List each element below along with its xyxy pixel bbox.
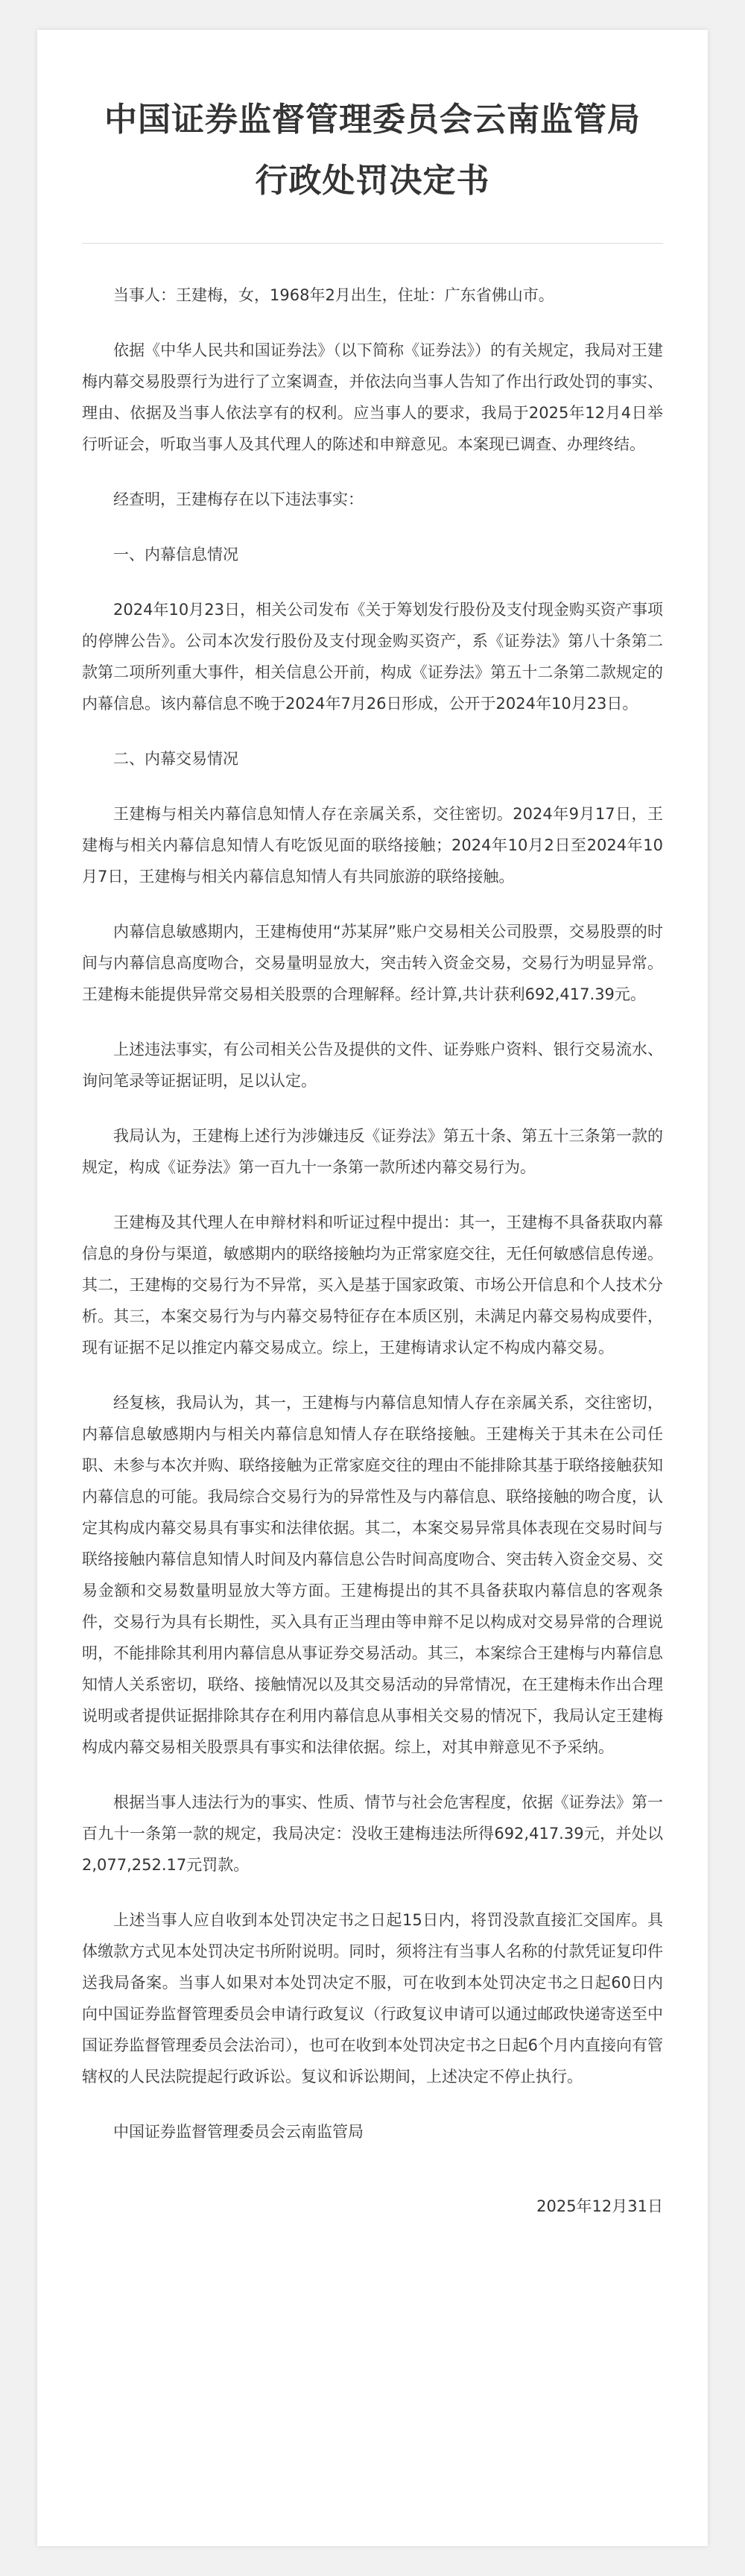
- body-paragraph: 上述违法事实，有公司相关公告及提供的文件、证券账户资料、银行交易流水、询问笔录等证据证明，足以认定。: [82, 1041, 663, 1090]
- section-heading: 二、内幕交易情况: [113, 750, 238, 768]
- section-heading: 一、内幕信息情况: [113, 546, 238, 564]
- title-line-1: 中国证券监督管理委员会云南监管局: [104, 101, 641, 139]
- title-divider: [82, 243, 663, 244]
- body-paragraph: 王建梅与相关内幕信息知情人存在亲属关系，交往密切。2024年9月17日，王建梅与相关内幕信息知情人有吃饭见面的联络接触；2024年10月2日至2024年10月7日，王建梅与相关内幕信息知情人有共同旅游的联络接触。: [82, 805, 663, 886]
- body-paragraph: 经复核，我局认为，其一，王建梅与内幕信息知情人存在亲属关系，交往密切，内幕信息敏感期内与相关内幕信息知情人存在联络接触。王建梅关于其未在公司任职、未参与本次并购、联络接触为正常家庭交往的理由不能排除其基于联络接触获知内幕信息的可能。我局综合交易行为的异常性及与内幕信息、联络接触的吻合度，认定其构成内幕交易具有事实和法律依据。其二，本案交易异常具体表现在交易时间与联络接触内幕信息知情人时间及内幕信息公告时间高度吻合、突击转入资金交易、交易金额和交易数量明显放大等方面。王建梅提出的其不具备获取内幕信息的客观条件，交易行为具有长期性，买入具有正当理由等申辩不足以构成对交易异常的合理说明，不能排除其利用内幕信息从事证券交易活动。其三，本案综合王建梅与内幕信息知情人关系密切，联络、接触情况以及其交易活动的异常情况，在王建梅未作出合理说明或者提供证据排除其存在利用内幕信息从事相关交易的情况下，我局认定王建梅构成内幕交易相关股票具有事实和法律依据。综上，对其申辩意见不予采纳。: [82, 1394, 663, 1756]
- body-paragraph: 依据《中华人民共和国证券法》（以下简称《证券法》）的有关规定，我局对王建梅内幕交易股票行为进行了立案调查，并依法向当事人告知了作出行政处罚的事实、理由、依据及当事人依法享有的权利。应当事人的要求，我局于2025年12月4日举行听证会，听取当事人及其代理人的陈述和申辩意见。本案现已调查、办理终结。: [82, 341, 663, 453]
- document-body: [82, 280, 663, 2222]
- body-paragraph: 经查明，王建梅存在以下违法事实：: [113, 490, 364, 508]
- party-paragraph: 当事人：王建梅，女，1968年2月出生，住址：广东省佛山市。: [113, 286, 554, 304]
- body-paragraph: 2024年10月23日，相关公司发布《关于筹划发行股份及支付现金购买资产事项的停牌公告》。公司本次发行股份及支付现金购买资产，系《证券法》第八十条第二款第二项所列重大事件，相关信息公开前，构成《证券法》第五十二条第二款规定的内幕信息。该内幕信息不晚于2024年7月26日形成，公开于2024年10月23日。: [82, 601, 663, 713]
- document-title: [82, 89, 663, 212]
- issuer-name: 中国证券监督管理委员会云南监管局: [113, 2123, 364, 2141]
- body-paragraph: 我局认为，王建梅上述行为涉嫌违反《证券法》第五十条、第五十三条第一款的规定，构成《证券法》第一百九十一条第一款所述内幕交易行为。: [82, 1127, 663, 1176]
- title-line-2: 行政处罚决定书: [255, 162, 490, 200]
- body-paragraph: 根据当事人违法行为的事实、性质、情节与社会危害程度，依据《证券法》第一百九十一条第一款的规定，我局决定：没收王建梅违法所得692,417.39元，并处以2,077,252.17元罚款。: [82, 1793, 663, 1874]
- document-date: 2025年12月31日: [536, 2197, 663, 2215]
- body-paragraph: 王建梅及其代理人在申辩材料和听证过程中提出：其一，王建梅不具备获取内幕信息的身份与渠道，敏感期内的联络接触均为正常家庭交往，无任何敏感信息传递。其二，王建梅的交易行为不异常，买入是基于国家政策、市场公开信息和个人技术分析。其三，本案交易行为与内幕交易特征存在本质区别，未满足内幕交易构成要件，现有证据不足以推定内幕交易成立。综上，王建梅请求认定不构成内幕交易。: [82, 1213, 663, 1357]
- body-paragraph: 上述当事人应自收到本处罚决定书之日起15日内，将罚没款直接汇交国库。具体缴款方式见本处罚决定书所附说明。同时，须将注有当事人名称的付款凭证复印件送我局备案。当事人如果对本处罚决定不服，可在收到本处罚决定书之日起60日内向中国证券监督管理委员会申请行政复议（行政复议申请可以通过邮政快递寄送至中国证券监督管理委员会法治司），也可在收到本处罚决定书之日起6个月内直接向有管辖权的人民法院提起行政诉讼。复议和诉讼期间，上述决定不停止执行。: [82, 1911, 663, 2086]
- body-paragraph: 内幕信息敏感期内，王建梅使用“苏某屏”账户交易相关公司股票，交易股票的时间与内幕信息高度吻合，交易量明显放大，突击转入资金交易，交易行为明显异常。王建梅未能提供异常交易相关股票的合理解释。经计算,共计获利692,417.39元。: [82, 923, 663, 1003]
- document-card: [37, 30, 708, 2546]
